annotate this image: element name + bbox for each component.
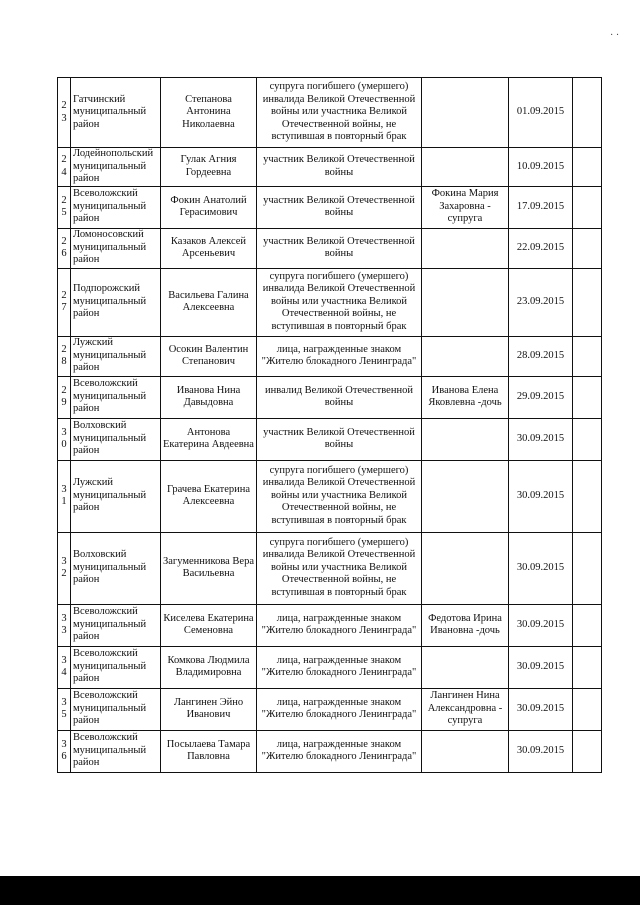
row-number: 27 [58, 268, 71, 336]
relative [422, 336, 509, 376]
table-row [58, 730, 602, 772]
table-row [58, 78, 602, 148]
row-number: 29 [58, 376, 71, 418]
relative [422, 532, 509, 604]
table-row [58, 418, 602, 460]
table-row [58, 148, 602, 187]
municipal-district: Волховский муниципальный район [71, 418, 161, 460]
date: 30.09.2015 [509, 532, 573, 604]
table-row [58, 532, 602, 604]
table-row [58, 228, 602, 268]
benefit-category: супруга погибшего (умершего) инвалида Великой Отечественной войны или участника Великой Отечественной войны, не вступившая в повторный брак [257, 268, 422, 336]
relative [422, 460, 509, 532]
date: 22.09.2015 [509, 228, 573, 268]
person-name: Посылаева Тамара Павловна [161, 730, 257, 772]
benefit-category: лица, награжденные знаком "Жителю блокадного Ленинграда" [257, 730, 422, 772]
person-name: Антонова Екатерина Авдеевна [161, 418, 257, 460]
benefit-category: инвалид Великой Отечественной войны [257, 376, 422, 418]
table-row [58, 268, 602, 336]
empty-cell [573, 532, 602, 604]
municipal-district: Всеволожский муниципальный район [71, 186, 161, 228]
row-number: 30 [58, 418, 71, 460]
empty-cell [573, 186, 602, 228]
empty-cell [573, 228, 602, 268]
person-name: Васильева Галина Алексеевна [161, 268, 257, 336]
table-row [58, 646, 602, 688]
date: 17.09.2015 [509, 186, 573, 228]
date: 01.09.2015 [509, 78, 573, 148]
person-name: Осокин Валентин Степанович [161, 336, 257, 376]
municipal-district: Всеволожский муниципальный район [71, 730, 161, 772]
registry-body [58, 78, 602, 773]
date: 30.09.2015 [509, 418, 573, 460]
benefit-category: лица, награжденные знаком "Жителю блокадного Ленинграда" [257, 336, 422, 376]
row-number: 36 [58, 730, 71, 772]
municipal-district: Лужский муниципальный район [71, 336, 161, 376]
date: 30.09.2015 [509, 604, 573, 646]
date: 30.09.2015 [509, 460, 573, 532]
municipal-district: Всеволожский муниципальный район [71, 646, 161, 688]
row-number: 32 [58, 532, 71, 604]
person-name: Иванова Нина Давыдовна [161, 376, 257, 418]
benefit-category: участник Великой Отечественной войны [257, 148, 422, 187]
benefit-category: участник Великой Отечественной войны [257, 186, 422, 228]
relative: Фокина Мария Захаровна - супруга [422, 186, 509, 228]
relative [422, 730, 509, 772]
municipal-district: Всеволожский муниципальный район [71, 688, 161, 730]
municipal-district: Волховский муниципальный район [71, 532, 161, 604]
benefit-category: лица, награжденные знаком "Жителю блокадного Ленинграда" [257, 646, 422, 688]
empty-cell [573, 604, 602, 646]
date: 28.09.2015 [509, 336, 573, 376]
benefit-category: супруга погибшего (умершего) инвалида Великой Отечественной войны или участника Великой Отечественной войны, не вступившая в повторный брак [257, 78, 422, 148]
date: 30.09.2015 [509, 730, 573, 772]
person-name: Киселева Екатерина Семеновна [161, 604, 257, 646]
municipal-district: Подпорожский муниципальный район [71, 268, 161, 336]
table-row [58, 460, 602, 532]
municipal-district: Ломоносовский муниципальный район [71, 228, 161, 268]
person-name: Лангинен Эйно Иванович [161, 688, 257, 730]
relative: Федотова Ирина Ивановна -дочь [422, 604, 509, 646]
relative [422, 78, 509, 148]
table-row [58, 336, 602, 376]
registry-table [57, 77, 602, 773]
municipal-district: Всеволожский муниципальный район [71, 376, 161, 418]
relative [422, 148, 509, 187]
benefit-category: супруга погибшего (умершего) инвалида Великой Отечественной войны или участника Великой Отечественной войны, не вступившая в повторный брак [257, 532, 422, 604]
person-name: Степанова Антонина Николаевна [161, 78, 257, 148]
table-row [58, 688, 602, 730]
empty-cell [573, 688, 602, 730]
date: 10.09.2015 [509, 148, 573, 187]
municipal-district: Лодейнопольский муниципальный район [71, 148, 161, 187]
municipal-district: Всеволожский муниципальный район [71, 604, 161, 646]
row-number: 25 [58, 186, 71, 228]
benefit-category: супруга погибшего (умершего) инвалида Великой Отечественной войны или участника Великой Отечественной войны, не вступившая в повторный брак [257, 460, 422, 532]
person-name: Казаков Алексей Арсеньевич [161, 228, 257, 268]
row-number: 23 [58, 78, 71, 148]
relative [422, 228, 509, 268]
row-number: 35 [58, 688, 71, 730]
date: 23.09.2015 [509, 268, 573, 336]
row-number: 28 [58, 336, 71, 376]
date: 30.09.2015 [509, 646, 573, 688]
empty-cell [573, 730, 602, 772]
municipal-district: Лужский муниципальный район [71, 460, 161, 532]
empty-cell [573, 646, 602, 688]
empty-cell [573, 376, 602, 418]
benefit-category: лица, награжденные знаком "Жителю блокадного Ленинграда" [257, 688, 422, 730]
row-number: 31 [58, 460, 71, 532]
benefit-category: участник Великой Отечественной войны [257, 228, 422, 268]
municipal-district: Гатчинский муниципальный район [71, 78, 161, 148]
empty-cell [573, 78, 602, 148]
corner-mark: · · [610, 30, 620, 41]
row-number: 24 [58, 148, 71, 187]
row-number: 26 [58, 228, 71, 268]
relative [422, 268, 509, 336]
relative: Лангинен Нина Александровна - супруга [422, 688, 509, 730]
scan-edge-bar [0, 876, 640, 905]
benefit-category: участник Великой Отечественной войны [257, 418, 422, 460]
empty-cell [573, 418, 602, 460]
table-row [58, 186, 602, 228]
person-name: Комкова Людмила Владимировна [161, 646, 257, 688]
date: 29.09.2015 [509, 376, 573, 418]
relative [422, 646, 509, 688]
table-row [58, 376, 602, 418]
empty-cell [573, 336, 602, 376]
empty-cell [573, 460, 602, 532]
person-name: Загуменникова Вера Васильевна [161, 532, 257, 604]
empty-cell [573, 148, 602, 187]
empty-cell [573, 268, 602, 336]
relative: Иванова Елена Яковлевна -дочь [422, 376, 509, 418]
person-name: Грачева Екатерина Алексеевна [161, 460, 257, 532]
person-name: Фокин Анатолий Герасимович [161, 186, 257, 228]
row-number: 33 [58, 604, 71, 646]
relative [422, 418, 509, 460]
benefit-category: лица, награжденные знаком "Жителю блокадного Ленинграда" [257, 604, 422, 646]
row-number: 34 [58, 646, 71, 688]
date: 30.09.2015 [509, 688, 573, 730]
table-row [58, 604, 602, 646]
person-name: Гулак Агния Гордеевна [161, 148, 257, 187]
